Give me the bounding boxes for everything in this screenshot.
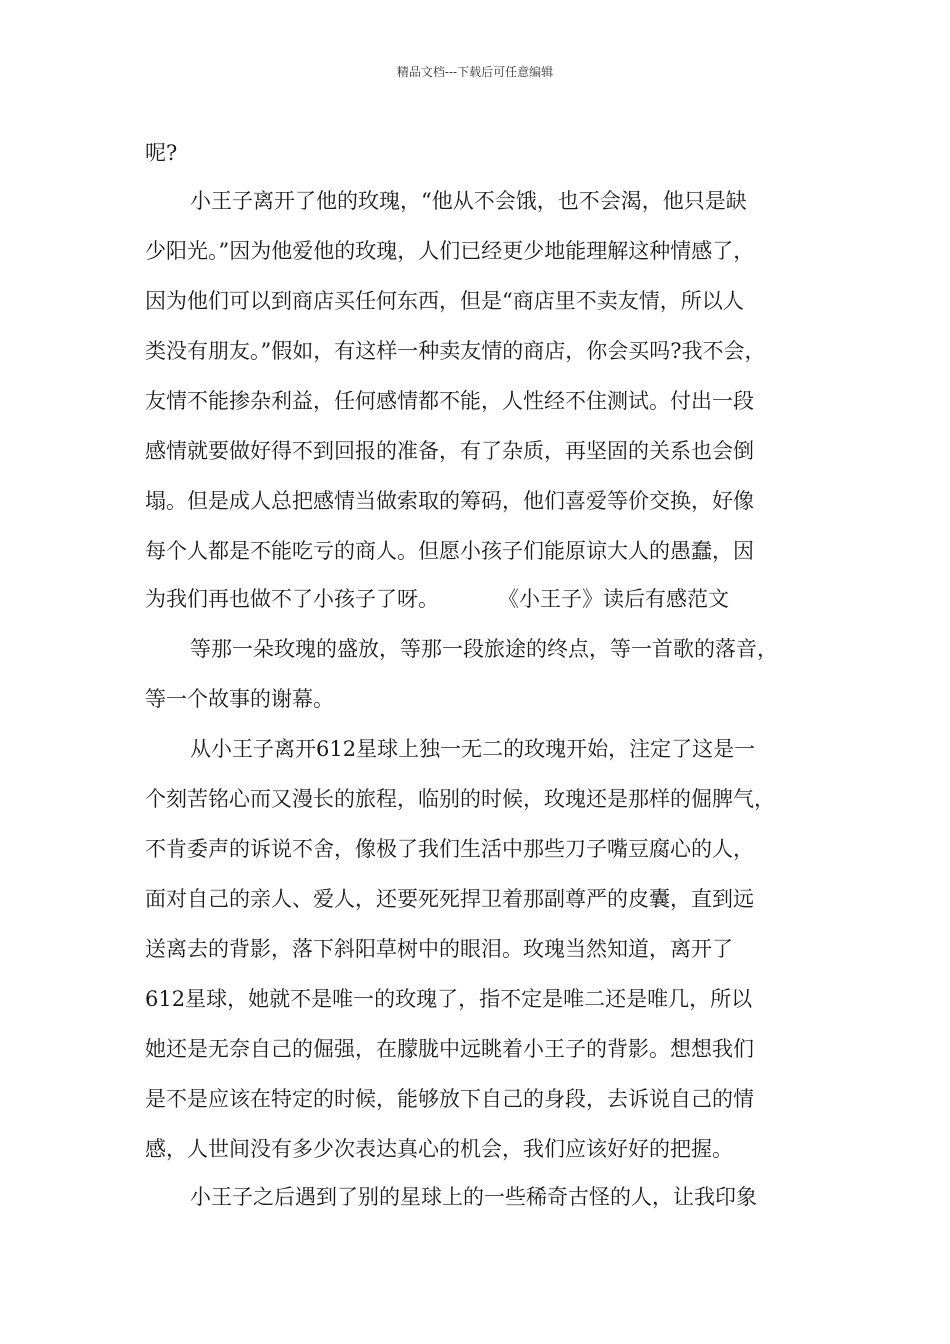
text-line: 感，人世间没有多少次表达真心的机会，我们应该好好的把握。 [145,1137,733,1161]
text-line: 612星球，她就不是唯一的玫瑰了，指不定是唯二还是唯几，所以 [145,987,753,1011]
text-line: 等那一朵玫瑰的盛放，等那一段旅途的终点，等一首歌的落音， [190,637,778,661]
text-line: 少阳光。”因为他爱他的玫瑰，人们已经更少地能理解这种情感了， [145,239,755,263]
text-line: 个刻苦铭心而又漫长的旅程，临别的时候，玫瑰还是那样的倔脾气， [145,787,775,811]
text-line: 送离去的背影，落下斜阳草树中的眼泪。玫瑰当然知道，离开了 [145,937,733,961]
text-line: 呢? [145,141,178,165]
text-line: 塌。但是成人总把感情当做索取的筹码，他们喜爱等价交换，好像 [145,489,754,513]
text-line: 友情不能掺杂利益，任何感情都不能，人性经不住测试。付出一段 [145,389,754,413]
text-line: 从小王子离开612星球上独一无二的玫瑰开始，注定了这是一 [190,737,756,761]
text-line: 感情就要做好得不到回报的准备，有了杂质，再坚固的关系也会倒 [145,439,754,463]
page-header: 精品文档---下载后可任意编辑 [396,65,554,79]
text-line: 小王子之后遇到了别的星球上的一些稀奇古怪的人，让我印象 [190,1185,757,1209]
text-line: 小王子离开了他的玫瑰，“他从不会饿，也不会渴，他只是缺 [190,189,747,213]
section-title: 《小王子》读后有感范文 [498,587,729,611]
text-line: 面对自己的亲人、爱人，还要死死捍卫着那副尊严的皮囊，直到远 [145,887,754,911]
text-line: 为我们再也做不了小孩子了呀。 [145,587,439,611]
text-line: 等一个故事的谢幕。 [145,687,334,711]
text-line: 她还是无奈自己的倔强，在朦胧中远眺着小王子的背影。想想我们 [145,1037,754,1061]
text-line: 因为他们可以到商店买任何东西，但是“商店里不卖友情，所以人 [145,289,744,313]
text-line: 每个人都是不能吃亏的商人。但愿小孩子们能原谅大人的愚蠢，因 [145,539,754,563]
text-line: 是不是应该在特定的时候，能够放下自己的身段，去诉说自己的情 [145,1087,754,1111]
text-line: 类没有朋友。”假如，有这样一种卖友情的商店，你会买吗?我不会， [145,339,766,363]
text-line: 不肯委声的诉说不舍，像极了我们生活中那些刀子嘴豆腐心的人， [145,837,754,861]
